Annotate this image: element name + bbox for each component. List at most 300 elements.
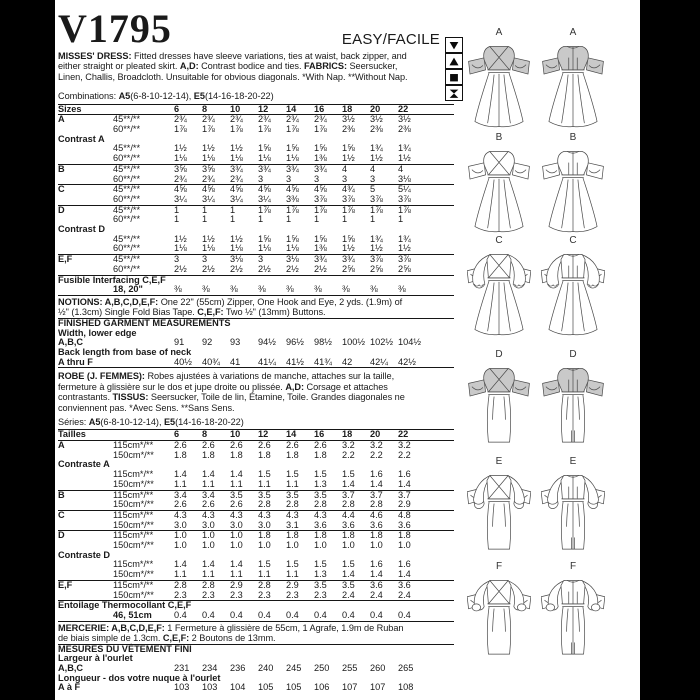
size-value-cell: 1⅞	[398, 204, 411, 215]
dress-e-back-illustration	[541, 457, 605, 564]
size-value-cell: 40½	[174, 356, 192, 367]
size-value-cell: 1.0	[174, 530, 187, 541]
row-label	[58, 175, 98, 185]
table-row	[58, 541, 454, 551]
size-value-cell: 20	[370, 103, 381, 114]
dress-drawing	[467, 143, 531, 240]
size-value-cell: 2¾	[202, 173, 215, 184]
row-spec: 60**/**	[113, 124, 141, 135]
size-value-cell: 2.6	[174, 499, 187, 510]
size-value-cell: 1.5	[286, 469, 299, 480]
size-value-cell: 22	[398, 103, 409, 114]
size-value-cell: 16	[314, 103, 325, 114]
dress-drawing	[467, 360, 531, 457]
size-value-cell: 1	[202, 214, 208, 225]
dress-d-back-illustration	[541, 350, 605, 457]
size-value-cell: 6	[174, 103, 180, 114]
row-label: E,F	[58, 254, 73, 265]
size-value-cell: 1½	[202, 233, 215, 244]
size-value-cell: 1⅛	[230, 243, 243, 254]
size-value-cell: ⅜	[370, 284, 378, 295]
size-value-cell: 1.4	[202, 469, 215, 480]
size-value-cell: 3⅞	[398, 254, 411, 265]
size-value-cell: 1	[258, 214, 264, 225]
size-value-cell: 3	[174, 254, 180, 265]
row-label	[58, 144, 98, 154]
text-line: either straight or pleated skirt. A,D: Contrast bodice and ties. FABRICS: Seersucker,	[58, 61, 398, 72]
table-section-label: Back length from base of neck	[58, 346, 192, 357]
size-value-cell: 4⅝	[258, 184, 271, 195]
size-value-cell: 3.6	[370, 579, 383, 590]
size-value-cell: 1	[370, 214, 376, 225]
size-value-cell: 3.5	[230, 489, 243, 500]
size-value-cell: 4.3	[230, 509, 243, 520]
size-value-cell: 1.4	[342, 569, 355, 580]
size-value-cell: ⅜	[202, 284, 210, 295]
row-spec: 18, 20"	[113, 284, 143, 295]
size-value-cell: 2⅝	[342, 263, 355, 274]
size-value-cell: 3⅜	[286, 193, 299, 204]
table-row	[58, 244, 454, 254]
size-value-cell: 0.4	[202, 610, 215, 620]
size-value-cell: 1¾	[370, 143, 383, 154]
size-value-cell: 12	[258, 103, 269, 114]
size-value-cell: 1½	[342, 243, 355, 254]
size-value-cell: 1.4	[202, 559, 215, 570]
row-label: A,B,C	[58, 662, 84, 673]
table-section-label: Fusible Interfacing C,E,F	[58, 274, 166, 285]
row-spec: 60**/**	[113, 193, 141, 204]
divider	[58, 621, 454, 622]
size-value-cell: 2⅝	[398, 263, 411, 274]
size-value-cell: 1⅜	[314, 243, 327, 254]
size-value-cell: 4⅝	[314, 184, 327, 195]
size-value-cell: 2.6	[230, 440, 243, 451]
figure-label: D	[495, 349, 503, 360]
size-value-cell: 1.8	[202, 449, 215, 460]
size-value-cell: 3⅞	[370, 254, 383, 265]
row-spec: 60**/**	[113, 243, 141, 254]
size-value-cell: 3.4	[202, 489, 215, 500]
size-value-cell: 4.3	[202, 509, 215, 520]
table-row	[58, 611, 454, 621]
size-value-cell: 1⅞	[342, 204, 355, 215]
row-label	[58, 500, 98, 510]
size-value-cell: 2½	[202, 263, 215, 274]
row-spec: 115cm*/**	[113, 530, 154, 541]
size-value-cell: 1	[314, 214, 320, 225]
text-line: ROBE (J. FEMMES): Robes ajustées à variations de manche, attaches sur la taille,	[58, 371, 395, 382]
text-line: Combinations: A5(6-8-10-12-14), E5(14-16-18-20-22)	[58, 91, 274, 102]
size-value-cell: 1.4	[230, 559, 243, 570]
size-value-cell: 3.6	[342, 519, 355, 530]
row-spec: 46, 51cm	[113, 610, 152, 620]
size-value-cell: 1⅞	[286, 204, 299, 215]
size-value-cell: 16	[314, 429, 325, 440]
size-value-cell: 1.0	[174, 540, 187, 551]
table-row	[58, 154, 454, 164]
size-value-cell: ⅜	[230, 284, 238, 295]
row-label: D	[58, 204, 65, 215]
size-value-cell: 236	[230, 662, 246, 673]
dress-drawing	[541, 467, 605, 564]
size-value-cell: 103	[174, 682, 190, 693]
size-value-cell: 1.4	[174, 559, 187, 570]
size-value-cell: 92	[202, 337, 213, 348]
size-value-cell: 1⅞	[314, 124, 327, 135]
size-value-cell: 108	[398, 682, 414, 693]
size-value-cell: 2.8	[258, 499, 271, 510]
dress-drawing	[467, 572, 531, 669]
size-value-cell: 1.5	[258, 469, 271, 480]
figure-row-c	[467, 236, 605, 343]
size-value-cell: 2.8	[258, 579, 271, 590]
size-value-cell: 3⅛	[398, 173, 411, 184]
size-value-cell: 1⅝	[314, 233, 327, 244]
size-value-cell: 1.8	[398, 530, 411, 541]
size-value-cell: 1.0	[230, 540, 243, 551]
table-header-row	[58, 430, 454, 440]
row-spec: 150cm*/**	[113, 499, 154, 510]
size-value-cell: 1½	[202, 143, 215, 154]
difficulty-label: EASY/FACILE	[341, 31, 440, 48]
row-label: Tailles	[58, 429, 86, 440]
row-label: B	[58, 163, 65, 174]
size-value-cell: 0.4	[258, 610, 271, 620]
size-value-cell: 2⅝	[370, 263, 383, 274]
size-value-cell: 1.1	[174, 478, 187, 489]
size-value-cell: 3.6	[398, 579, 411, 590]
size-value-cell: 1.6	[398, 469, 411, 480]
size-value-cell: 234	[202, 662, 218, 673]
size-value-cell: 1.1	[258, 478, 271, 489]
dress-a-back-illustration	[541, 28, 605, 135]
size-value-cell: 3½	[370, 114, 383, 125]
pattern-sheet	[55, 0, 640, 700]
size-value-cell: 1⅞	[174, 124, 187, 135]
size-value-cell: 1.6	[398, 559, 411, 570]
row-spec: 45**/**	[113, 143, 141, 154]
size-value-cell: 2.8	[314, 499, 327, 510]
size-value-cell: 1⅝	[286, 143, 299, 154]
size-value-cell: 3.6	[398, 519, 411, 530]
size-value-cell: 3¾	[286, 163, 299, 174]
size-value-cell: 4⅝	[174, 184, 187, 195]
size-value-cell: 3.0	[202, 519, 215, 530]
size-value-cell: 2.9	[286, 579, 299, 590]
size-value-cell: 3⅛	[286, 254, 299, 265]
figure-label: A	[495, 27, 503, 38]
row-label: C	[58, 509, 65, 520]
size-value-cell: 3¾	[314, 254, 327, 265]
combinations-line	[58, 91, 454, 101]
size-value-cell: 1½	[398, 243, 411, 254]
size-value-cell: 3⅞	[370, 193, 383, 204]
size-value-cell: 105	[258, 682, 274, 693]
size-value-cell: ⅜	[342, 284, 350, 295]
size-value-cell: 1½	[370, 243, 383, 254]
size-value-cell: 1.4	[370, 569, 383, 580]
size-value-cell: 1⅛	[286, 243, 299, 254]
size-value-cell: 1½	[370, 153, 383, 164]
size-value-cell: 3⅝	[202, 163, 215, 174]
size-value-cell: 4⅝	[202, 184, 215, 195]
description	[58, 51, 454, 82]
size-value-cell: 3⅝	[174, 163, 187, 174]
size-value-cell: 2.8	[202, 579, 215, 590]
size-value-cell: 41	[230, 356, 241, 367]
size-value-cell: 5	[370, 184, 376, 195]
table-header-row	[58, 105, 454, 115]
table-section-label: Contraste A	[58, 459, 110, 470]
size-value-cell: 3.1	[286, 519, 299, 530]
size-value-cell: 1.8	[258, 530, 271, 541]
row-label	[58, 244, 98, 254]
row-label	[58, 470, 98, 480]
size-value-cell: 41½	[286, 356, 304, 367]
size-value-cell: 2.6	[286, 440, 299, 451]
size-value-cell: 1.0	[202, 530, 215, 541]
size-value-cell: 2.2	[342, 449, 355, 460]
row-label	[58, 235, 98, 245]
row-label: B	[58, 489, 65, 500]
row-spec: 45**/**	[113, 163, 141, 174]
size-value-cell: 4.3	[258, 509, 271, 520]
figure-label: A	[569, 27, 577, 38]
table-row	[58, 265, 454, 275]
row-spec: 115cm*/**	[113, 469, 154, 480]
size-value-cell: 245	[286, 662, 302, 673]
size-value-cell: 2⅜	[370, 124, 383, 135]
header	[58, 0, 454, 49]
size-value-cell: 1.4	[342, 478, 355, 489]
size-value-cell: 1⅛	[202, 153, 215, 164]
dress-a-front-illustration	[467, 28, 531, 135]
row-spec	[98, 105, 174, 115]
size-value-cell: 2.4	[370, 589, 383, 600]
triangle-down-icon	[445, 37, 463, 53]
size-value-cell: 3¾	[314, 163, 327, 174]
size-value-cell: 94½	[258, 337, 276, 348]
size-value-cell: 1.8	[342, 530, 355, 541]
size-value-cell: 2.6	[202, 499, 215, 510]
size-value-cell: 1.1	[286, 478, 299, 489]
text-line: de biais simple de 1.3cm. C,E,F: 2 Boutons de 13mm.	[58, 633, 276, 644]
size-value-cell: 1⅝	[342, 233, 355, 244]
text-line: MISSES' DRESS: Fitted dresses have sleeve variations, ties at waist, back zipper, and	[58, 51, 407, 61]
size-value-cell: 14	[286, 103, 297, 114]
size-value-cell: 1.8	[370, 530, 383, 541]
row-spec: 150cm*/**	[113, 478, 154, 489]
finished-measurements-metric	[58, 645, 454, 694]
figure-label: C	[569, 235, 577, 246]
size-value-cell: 2½	[258, 263, 271, 274]
text-line: MERCERIE: A,B,C,D,E,F: 1 Fermeture à glissière de 55cm, 1 Agrafe, 1.9m de Ruban	[58, 622, 404, 633]
size-value-cell: 102½	[370, 337, 393, 348]
dress-d-front-illustration	[467, 350, 531, 457]
size-value-cell: 1.4	[398, 569, 411, 580]
figure-label: E	[495, 456, 503, 467]
row-label: A	[58, 440, 65, 451]
size-value-cell: 1.6	[370, 559, 383, 570]
figure-label: B	[569, 132, 577, 143]
size-value-cell: 3.0	[174, 519, 187, 530]
text-line: fermeture à glissière sur le dos et jupe droite ou plissée. A,D: Corsage et attaches	[58, 381, 388, 392]
dress-f-back-illustration	[541, 562, 605, 669]
dress-drawing	[541, 360, 605, 457]
figure-row-e	[467, 457, 605, 564]
size-value-cell: 1.1	[286, 569, 299, 580]
size-value-cell: 6	[174, 429, 180, 440]
row-spec: 60**/**	[113, 153, 141, 164]
size-value-cell: 3¾	[230, 163, 243, 174]
size-value-cell: 3¼	[174, 193, 187, 204]
mercerie-paragraph	[58, 623, 454, 644]
row-label	[58, 521, 98, 531]
size-value-cell: 2.3	[230, 589, 243, 600]
size-value-cell: 105	[286, 682, 302, 693]
size-value-cell: 2.3	[314, 589, 327, 600]
table-row	[58, 570, 454, 580]
table-row	[58, 683, 454, 693]
size-value-cell: 2.6	[230, 499, 243, 510]
row-label: A,B,C	[58, 337, 84, 348]
figure-label: B	[495, 132, 503, 143]
figure-label: D	[569, 349, 577, 360]
size-value-cell: 3.4	[174, 489, 187, 500]
table-row	[58, 358, 454, 368]
text-line: conviennent pas. *Avec Sens. **Sans Sens.	[58, 402, 235, 413]
row-spec: 45**/**	[113, 233, 141, 244]
size-value-cell: 1⅞	[230, 124, 243, 135]
hourglass-icon	[445, 85, 463, 101]
size-value-cell: 1½	[342, 153, 355, 164]
size-value-cell: 1½	[230, 143, 243, 154]
size-value-cell: 93	[230, 337, 241, 348]
letterbox-right	[640, 0, 700, 700]
dress-drawing	[467, 467, 531, 564]
size-value-cell: 2.9	[230, 579, 243, 590]
size-value-cell: 2½	[286, 263, 299, 274]
row-label	[58, 611, 98, 621]
size-value-cell: 42¼	[370, 356, 388, 367]
dress-b-back-illustration	[541, 133, 605, 240]
size-value-cell: 2.6	[174, 440, 187, 451]
size-value-cell: 3¼	[230, 193, 243, 204]
size-value-cell: 1.4	[398, 478, 411, 489]
row-label	[58, 570, 98, 580]
row-spec: 115cm*/**	[113, 489, 154, 500]
table-row	[58, 285, 454, 295]
dress-drawing	[541, 143, 605, 240]
text-line: Linen, Challis, Broadcloth. Unsuitable for obvious diagonals. *With Nap. **Without Nap.	[58, 71, 408, 82]
size-value-cell: 1.8	[174, 449, 187, 460]
size-value-cell: 1.0	[314, 540, 327, 551]
divider	[58, 295, 454, 296]
series-line	[58, 417, 454, 427]
divider	[58, 367, 454, 368]
size-value-cell: 1.5	[286, 559, 299, 570]
text-column	[58, 0, 454, 693]
size-value-cell: 3.5	[286, 489, 299, 500]
size-value-cell: 2¾	[174, 173, 187, 184]
size-value-cell: 1½	[230, 233, 243, 244]
size-value-cell: 260	[370, 662, 386, 673]
size-value-cell: 255	[342, 662, 358, 673]
size-value-cell: 3⅞	[398, 193, 411, 204]
row-spec: 115cm*/**	[113, 559, 154, 570]
size-value-cell: ⅜	[398, 284, 406, 295]
row-label	[58, 560, 98, 570]
size-value-cell: 1⅛	[202, 243, 215, 254]
size-value-cell: 1	[230, 214, 236, 225]
table-section-label: MESURES DU VÊTEMENT FINI	[58, 643, 192, 654]
size-value-cell: 0.4	[342, 610, 355, 620]
table-section-label: Entoilage Thermocollant C,E,F	[58, 600, 192, 611]
size-value-cell: 240	[258, 662, 274, 673]
row-label	[58, 591, 98, 601]
row-label: A	[58, 114, 65, 125]
size-value-cell: 1⅝	[258, 233, 271, 244]
size-value-cell: 3.2	[398, 440, 411, 451]
size-value-cell: 1.3	[314, 569, 327, 580]
size-value-cell: 1⅛	[258, 153, 271, 164]
row-spec: 45**/**	[113, 114, 141, 125]
size-value-cell: 0.4	[230, 610, 243, 620]
size-value-cell: 3.7	[398, 489, 411, 500]
row-spec: 115cm*/**	[113, 579, 154, 590]
size-value-cell: 3	[258, 254, 264, 265]
size-value-cell: 40¾	[202, 356, 220, 367]
size-value-cell: 1⅞	[258, 124, 271, 135]
figures-column	[453, 0, 640, 700]
size-value-cell: 3	[258, 173, 264, 184]
size-value-cell: 1⅝	[286, 233, 299, 244]
size-value-cell: 2.3	[258, 589, 271, 600]
size-value-cell: 2.2	[398, 449, 411, 460]
size-value-cell: 2⅜	[342, 124, 355, 135]
dress-f-front-illustration	[467, 562, 531, 669]
size-value-cell: 2¾	[230, 173, 243, 184]
size-value-cell: 2.4	[342, 589, 355, 600]
size-value-cell: 1½	[174, 143, 187, 154]
size-value-cell: 3.6	[314, 519, 327, 530]
size-value-cell: 1.8	[314, 530, 327, 541]
figure-label: F	[569, 561, 577, 572]
yardage-table-cm	[58, 429, 454, 621]
size-value-cell: 4.4	[342, 509, 355, 520]
size-value-cell: 98½	[314, 337, 332, 348]
size-value-cell: 104	[230, 682, 246, 693]
size-value-cell: 1.3	[314, 478, 327, 489]
table-row	[58, 195, 454, 205]
size-value-cell: 1⅜	[314, 153, 327, 164]
size-value-cell: 1¾	[398, 233, 411, 244]
size-value-cell: 1.5	[342, 559, 355, 570]
size-value-cell: 91	[174, 337, 185, 348]
size-value-cell: 104½	[398, 337, 421, 348]
size-value-cell: 4	[342, 163, 348, 174]
row-spec: 60**/**	[113, 214, 141, 225]
size-value-cell: 1⅛	[286, 153, 299, 164]
size-value-cell: 1	[174, 204, 180, 215]
size-value-cell: 1	[342, 214, 348, 225]
size-value-cell: 1⅝	[258, 143, 271, 154]
row-label	[58, 480, 98, 490]
size-value-cell: 2¾	[174, 114, 187, 125]
size-value-cell: 3.2	[342, 440, 355, 451]
size-value-cell: 2.2	[370, 449, 383, 460]
